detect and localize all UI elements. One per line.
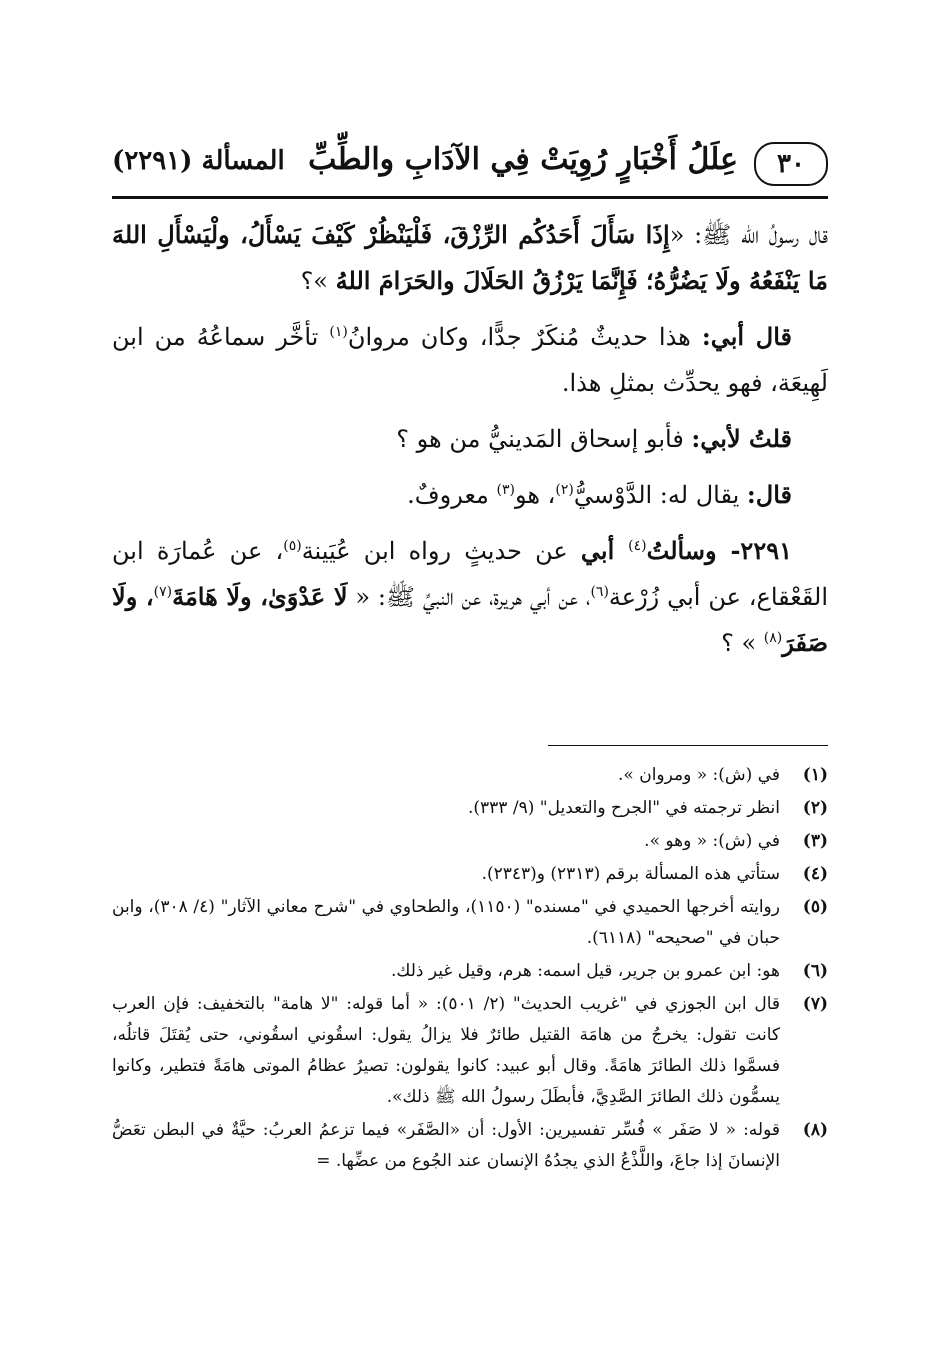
footnote-text: في (ش): « وهو ». (644, 831, 780, 851)
hadith-paragraph (112, 212, 828, 304)
text-run: »؟ (300, 267, 336, 295)
footnote-ref: (٣) (496, 482, 515, 498)
footnote (112, 892, 828, 954)
footnote (112, 760, 828, 791)
text-run: ، عن أبي هريرة، عن النبيِّ ﷺ: « (347, 583, 591, 611)
footnote-text: في (ش): « ومروان ». (618, 765, 780, 785)
speaker-label: قال أبي: (701, 322, 793, 351)
main-text (112, 212, 828, 676)
page-header (112, 140, 828, 192)
text-run: فأبو إسحاق المَدينيُّ من هو ؟ (396, 425, 692, 453)
footnote-ref: (٧) (153, 584, 173, 600)
footnote-ref: (٤) (628, 538, 647, 554)
footnote-text: روايته أخرجها الحميدي في "مسنده" (١١٥٠)، والطحاوي في "شرح معاني الآثار" (٤/ ٣٠٨)، وابن حبان في "صحيحه" (٦١١٨). (112, 897, 780, 948)
footnote-number: (٢) (802, 798, 828, 818)
footnotes (112, 760, 828, 1179)
hadith-text: لَا عَدْوَىٰ، ولَا هَامَةَ (172, 582, 348, 611)
issue-paragraph (112, 528, 828, 666)
footnote-number: (٣) (802, 831, 828, 851)
header-rule (112, 196, 828, 199)
footnote-number: (٧) (802, 994, 828, 1014)
footnote-text: هو: ابن عمرو بن جرير، قيل اسمه: هرم، وقيل غير ذلك. (391, 961, 780, 981)
answer-paragraph (112, 472, 828, 518)
footnote-text: قال ابن الجوزي في "غريب الحديث" (٢/ ٥٠١): « أما قوله: "لا هامة" بالتخفيف: فإن العرب كانت تقول: يخرجُ من هامَة القتيل طائرٌ فلا يزالُ يقول: اسقُوني اسقُوني، حتى يُقتَلَ قاتلُه، فسمَّوا ذلك الطائرَ هامَةً. وقال أبو عبيد: كانوا يقولون: تصيرُ عظامُ الموتى هامَةً فتطير، وكانوا يسمُّون ذلك الطائرَ الصَّدِيَّ، فأبطَلَ رسولُ الله ﷺ ذلك». (112, 994, 781, 1107)
question-paragraph (112, 416, 828, 462)
footnote-text: قوله: « لا صَفَر » فُسِّر تفسيرين: الأول: أن «الصَّفَر» فيما تزعمُ العربُ: حيَّةٌ في البطن تعَضُّ الإنسانَ إذا جاعَ، واللَّذْعُ الذي يجدُهُ الإنسان عند الجُوع من عضِّها. = (112, 1120, 780, 1171)
text-run: ، عن عُمارَة ابن القَعْقاع، عن أبي زُرْعة (112, 537, 828, 611)
footnote-number: (٦) (802, 961, 828, 981)
speaker-label: قلتُ لأبي: (691, 424, 792, 453)
footnote-ref: (٥) (283, 538, 302, 554)
text-run: قال رسولُ الله ﷺ: « (669, 221, 828, 249)
footnote (112, 989, 828, 1113)
footnote-text: ستأتي هذه المسألة برقم (٢٣١٣) و(٢٣٤٣). (481, 864, 780, 884)
text-run: » ؟ (721, 629, 764, 657)
footnote-text: انظر ترجمته في "الجرح والتعديل" (٩/ ٣٣٣). (468, 798, 780, 818)
footnote (112, 956, 828, 987)
footnote-number: (١) (802, 765, 828, 785)
footnote (112, 826, 828, 857)
text-run: هذا حديثٌ مُنكَرٌ جدًّا، وكان مروانُ (347, 323, 702, 351)
footnote-ref: (٦) (590, 584, 609, 600)
hadith-text: إِذَا سَأَلَ أَحَدُكُم الرِّزْقَ، فَلْيَنْظُرْ كَيْفَ يَسْأَلُ، ولْيَسْأَلِ اللهَ مَا يَنْفَعُهُ ولَا يَضُرُّهُ؛ فَإِنَّمَا يَرْزُقُ الحَلَالَ والحَرَامَ اللهُ (112, 220, 828, 295)
father-comment-paragraph (112, 314, 828, 406)
text-run: ، هو (514, 481, 556, 509)
footnote-number: (٨) (802, 1120, 828, 1140)
text-run: يقال له: الدَّوْسيُّ (573, 481, 747, 509)
footnote-ref: (١) (329, 324, 348, 340)
text-run: عن حديثٍ رواه ابن عُيَينة (301, 537, 581, 565)
footnote-separator (548, 745, 828, 746)
book-title: عِلَلُ أَخْبَارٍ رُوِيَتْ فِي الآدَابِ والطِّبِّ (308, 142, 738, 177)
footnote-number: (٥) (802, 897, 828, 917)
issue-label: المسألة (٢٢٩١) (112, 146, 285, 176)
hadith-text: ، ولَا صَفَرَ (112, 582, 828, 657)
footnote (112, 859, 828, 890)
footnote-ref: (٢) (555, 482, 574, 498)
speaker-label: قال: (746, 480, 792, 509)
footnote (112, 793, 828, 824)
footnote (112, 1115, 828, 1177)
footnote-ref: (٨) (763, 630, 783, 646)
text-run: أبي (580, 536, 629, 565)
issue-number: ٢٢٩١- وسألتُ (646, 536, 792, 565)
footnote-number: (٤) (802, 864, 828, 884)
text-run: تأخَّر سماعُهُ من ابن لَهِيعَة، فهو يحدِّث بمثلِ هذا. (112, 323, 828, 397)
text-run: معروفٌ. (407, 481, 497, 509)
page-number: ٣٠ (754, 142, 828, 186)
